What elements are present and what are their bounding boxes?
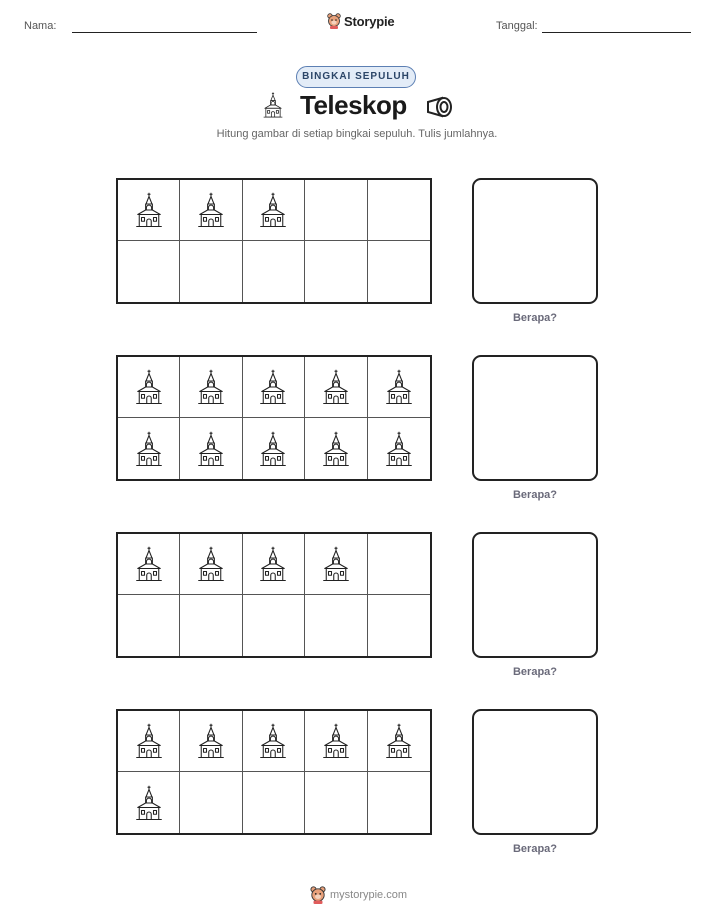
bear-icon bbox=[310, 886, 326, 904]
church-icon bbox=[321, 719, 351, 763]
answer-label: Berapa? bbox=[512, 312, 558, 324]
storypie-logo bbox=[327, 13, 394, 29]
ten-frame-cell bbox=[118, 772, 180, 833]
category-badge: BINGKAI SEPULUH bbox=[296, 66, 416, 88]
church-icon bbox=[384, 427, 414, 471]
brand-name: Storypie bbox=[344, 13, 395, 29]
church-icon bbox=[258, 542, 288, 586]
date-line[interactable] bbox=[542, 32, 691, 33]
ten-frame-cell bbox=[368, 711, 430, 772]
ten-frame-cell bbox=[180, 418, 242, 479]
ten-frame-cell bbox=[305, 595, 367, 656]
ten-frame-cell bbox=[118, 534, 180, 595]
church-icon bbox=[384, 719, 414, 763]
ten-frame-cell bbox=[180, 534, 242, 595]
church-icon bbox=[321, 542, 351, 586]
church-icon bbox=[258, 365, 288, 409]
ten-frame-cell bbox=[180, 772, 242, 833]
ten-frame-cell bbox=[368, 180, 430, 241]
ten-frame-cell bbox=[305, 772, 367, 833]
ten-frame-cell bbox=[118, 241, 180, 302]
church-icon bbox=[134, 188, 164, 232]
telescope-icon bbox=[425, 94, 455, 120]
church-icon bbox=[196, 542, 226, 586]
ten-frame bbox=[116, 709, 432, 835]
ten-frame-cell bbox=[243, 595, 305, 656]
ten-frame bbox=[116, 355, 432, 481]
ten-frame-cell bbox=[368, 595, 430, 656]
ten-frame-cell bbox=[243, 711, 305, 772]
church-icon bbox=[196, 427, 226, 471]
ten-frame-cell bbox=[368, 418, 430, 479]
ten-frame-cell bbox=[243, 241, 305, 302]
ten-frame bbox=[116, 532, 432, 658]
church-icon bbox=[258, 427, 288, 471]
church-icon bbox=[262, 90, 284, 120]
ten-frame-cell bbox=[243, 772, 305, 833]
ten-frame-cell bbox=[243, 357, 305, 418]
ten-frame-cell bbox=[243, 418, 305, 479]
answer-box[interactable] bbox=[472, 355, 598, 481]
ten-frame-cell bbox=[368, 241, 430, 302]
ten-frame-cell bbox=[305, 357, 367, 418]
church-icon bbox=[134, 427, 164, 471]
ten-frame-cell bbox=[368, 772, 430, 833]
ten-frame-cell bbox=[305, 180, 367, 241]
footer bbox=[310, 886, 407, 904]
church-icon bbox=[196, 365, 226, 409]
ten-frame-cell bbox=[180, 241, 242, 302]
church-icon bbox=[134, 719, 164, 763]
church-icon bbox=[321, 365, 351, 409]
ten-frame-cell bbox=[118, 418, 180, 479]
ten-frame-cell bbox=[305, 241, 367, 302]
answer-box[interactable] bbox=[472, 178, 598, 304]
church-icon bbox=[134, 781, 164, 825]
church-icon bbox=[384, 365, 414, 409]
ten-frame bbox=[116, 178, 432, 304]
ten-frame-cell bbox=[118, 357, 180, 418]
church-icon bbox=[134, 542, 164, 586]
ten-frame-cell bbox=[180, 711, 242, 772]
ten-frame-cell bbox=[305, 534, 367, 595]
date-label: Tanggal: bbox=[496, 20, 538, 32]
ten-frame-cell bbox=[180, 595, 242, 656]
answer-box[interactable] bbox=[472, 709, 598, 835]
ten-frame-cell bbox=[305, 418, 367, 479]
ten-frame-cell bbox=[305, 711, 367, 772]
ten-frame-cell bbox=[180, 180, 242, 241]
ten-frame-cell bbox=[368, 357, 430, 418]
name-label: Nama: bbox=[24, 20, 57, 32]
answer-label: Berapa? bbox=[512, 843, 558, 855]
ten-frame-cell bbox=[368, 534, 430, 595]
ten-frame-cell bbox=[118, 595, 180, 656]
church-icon bbox=[258, 719, 288, 763]
ten-frame-cell bbox=[118, 711, 180, 772]
ten-frame-cell bbox=[118, 180, 180, 241]
church-icon bbox=[321, 427, 351, 471]
ten-frame-cell bbox=[180, 357, 242, 418]
church-icon bbox=[258, 188, 288, 232]
instructions: Hitung gambar di setiap bingkai sepuluh. Tulis jumlahnya. bbox=[216, 128, 498, 140]
answer-label: Berapa? bbox=[512, 666, 558, 678]
answer-box[interactable] bbox=[472, 532, 598, 658]
answer-label: Berapa? bbox=[512, 489, 558, 501]
church-icon bbox=[196, 719, 226, 763]
ten-frame-cell bbox=[243, 534, 305, 595]
church-icon bbox=[196, 188, 226, 232]
page-title: Teleskop bbox=[300, 90, 407, 120]
footer-url: mystorypie.com bbox=[330, 889, 408, 901]
bear-icon bbox=[327, 13, 341, 29]
church-icon bbox=[134, 365, 164, 409]
name-line[interactable] bbox=[72, 32, 257, 33]
ten-frame-cell bbox=[243, 180, 305, 241]
